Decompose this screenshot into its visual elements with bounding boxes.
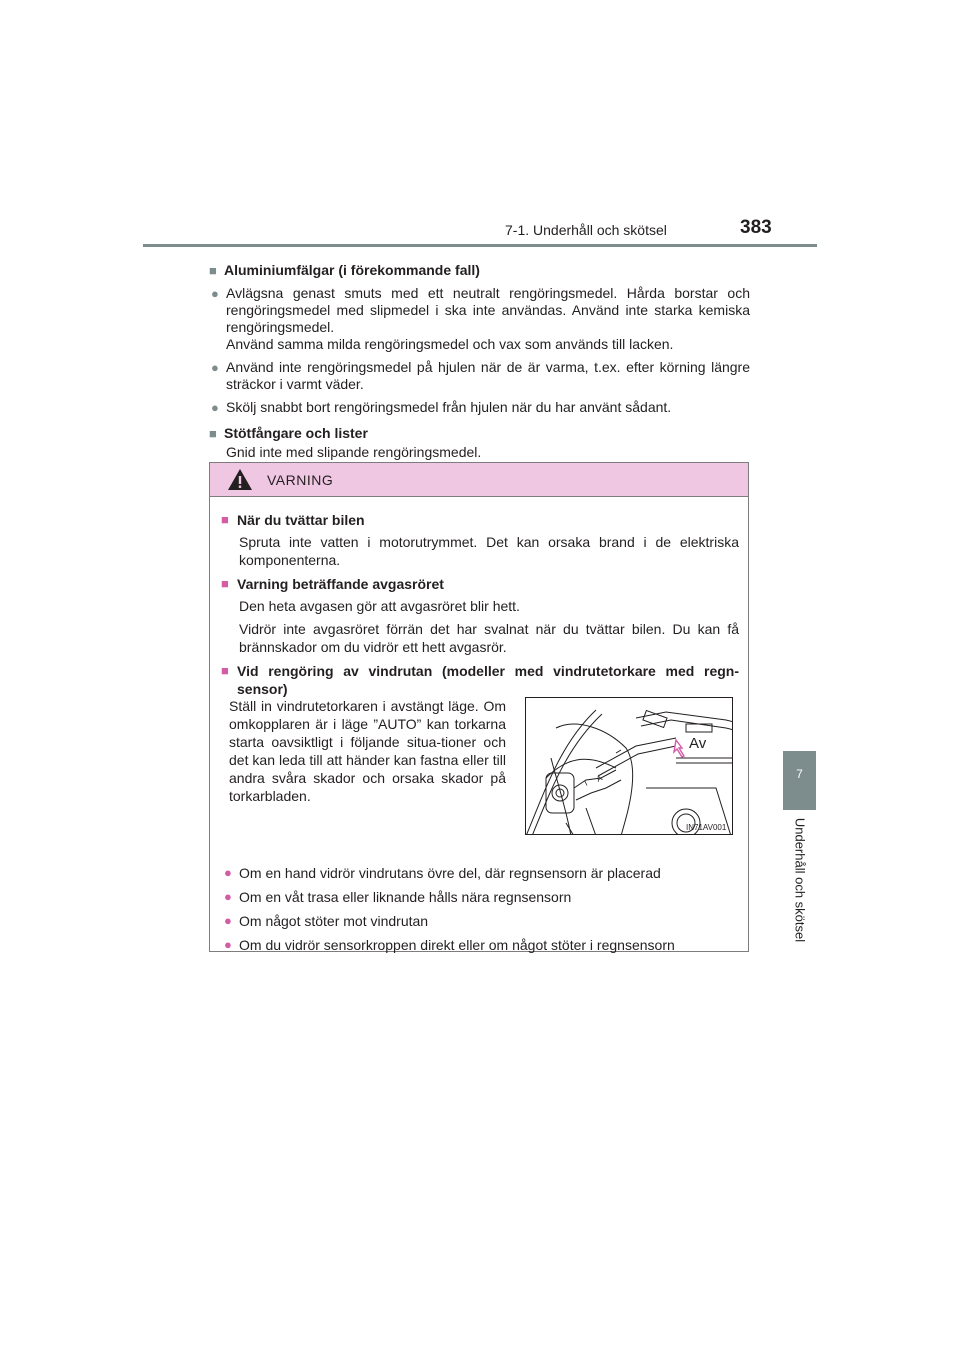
warning-text: Spruta inte vatten i motorutrymmet. Det kan orsaka brand i de elektriska komponenterna.: [239, 534, 739, 568]
round-bullet-icon: ●: [211, 400, 219, 415]
svg-text:A: A: [595, 773, 604, 784]
square-bullet-icon: ■: [209, 426, 217, 441]
square-bullet-icon: ■: [209, 263, 217, 278]
round-bullet-icon: ●: [211, 360, 219, 375]
figure-callout: Av: [689, 735, 707, 752]
round-bullet-icon: ●: [224, 937, 232, 952]
square-bullet-icon: ■: [221, 576, 229, 591]
round-bullet-icon: ●: [211, 286, 219, 301]
bumpers-heading: ■ Stötfångare och lister: [209, 425, 368, 441]
round-bullet-icon: ●: [224, 913, 232, 928]
aluminium-heading: ■ Aluminiumfälgar (i förekommande fall): [209, 262, 480, 278]
wiper-switch-illustration: [525, 697, 733, 835]
main-content: [209, 255, 750, 461]
chapter-number: 7: [796, 767, 803, 781]
square-bullet-icon: ■: [221, 512, 229, 527]
list-item: ● Om en hand vidrör vindrutans övre del, där regnsensorn är placerad: [224, 865, 661, 881]
warning-header: [210, 463, 748, 497]
list-item: ● Om du vidrör sensorkroppen direkt eller om något stöter i regnsensorn: [224, 937, 675, 953]
warning-text: Vidrör inte avgasröret förrän det har svalnat när du tvättar bilen. Du kan få brännskador om du vidrör ett hett avgasrör.: [239, 621, 739, 655]
list-item: ● Om något stöter mot vindrutan: [224, 913, 429, 929]
page-number: 383: [740, 217, 772, 238]
list-item: ● Skölj snabbt bort rengöringsmedel från hjulen när du har använt sådant.: [211, 399, 672, 415]
bumpers-text: Gnid inte med slipande rengöringsmedel.: [226, 444, 482, 460]
pointer-arrow-icon: [674, 740, 684, 757]
warning-heading: ■ Vid rengöring av vindrutan (modeller med vindrutetorkare med regn-sensor): [221, 663, 739, 697]
square-bullet-icon: ■: [221, 663, 229, 678]
header-divider: [143, 244, 817, 247]
section-title: 7-1. Underhåll och skötsel: [505, 222, 667, 238]
steering-column-drawing: [526, 698, 733, 835]
round-bullet-icon: ●: [224, 865, 232, 880]
chapter-title: Underhåll och skötsel: [792, 817, 808, 943]
list-item: ● Avlägsna genast smuts med ett neutralt rengöringsmedel. Hårda borstar och rengöringsmedel med slipmedel i ska inte användas. Använd inte starka kemiska rengöringsmedel. Använd samma milda rengöringsmedel och vax som används till lacken.: [211, 285, 750, 352]
wiper-instruction-text: Ställ in vindrutetorkaren i avstängt läge. Om omkopplaren är i läge ”AUTO” kan torkarna starta oavsiktligt i följande situa-tioner och det kan leda till att händer kan fastna eller till andra svåra skador och orsaka skador på torkarbladen.: [229, 698, 506, 804]
svg-text:I: I: [583, 778, 589, 788]
list-item: ● Om en våt trasa eller liknande hålls nära regnsensorn: [224, 889, 572, 905]
figure-code: IN71AV001: [686, 823, 727, 832]
warning-heading: ■ När du tvättar bilen: [221, 512, 365, 528]
warning-heading: ■ Varning beträffande avgasröret: [221, 576, 444, 592]
warning-text: Den heta avgasen gör att avgasröret blir hett.: [239, 598, 520, 614]
round-bullet-icon: ●: [224, 889, 232, 904]
warning-label: VARNING: [267, 472, 334, 488]
list-item: ● Använd inte rengöringsmedel på hjulen när de är varma, t.ex. efter körning längre sträckor i varmt väder.: [211, 359, 750, 392]
warning-triangle-icon: [227, 468, 253, 491]
